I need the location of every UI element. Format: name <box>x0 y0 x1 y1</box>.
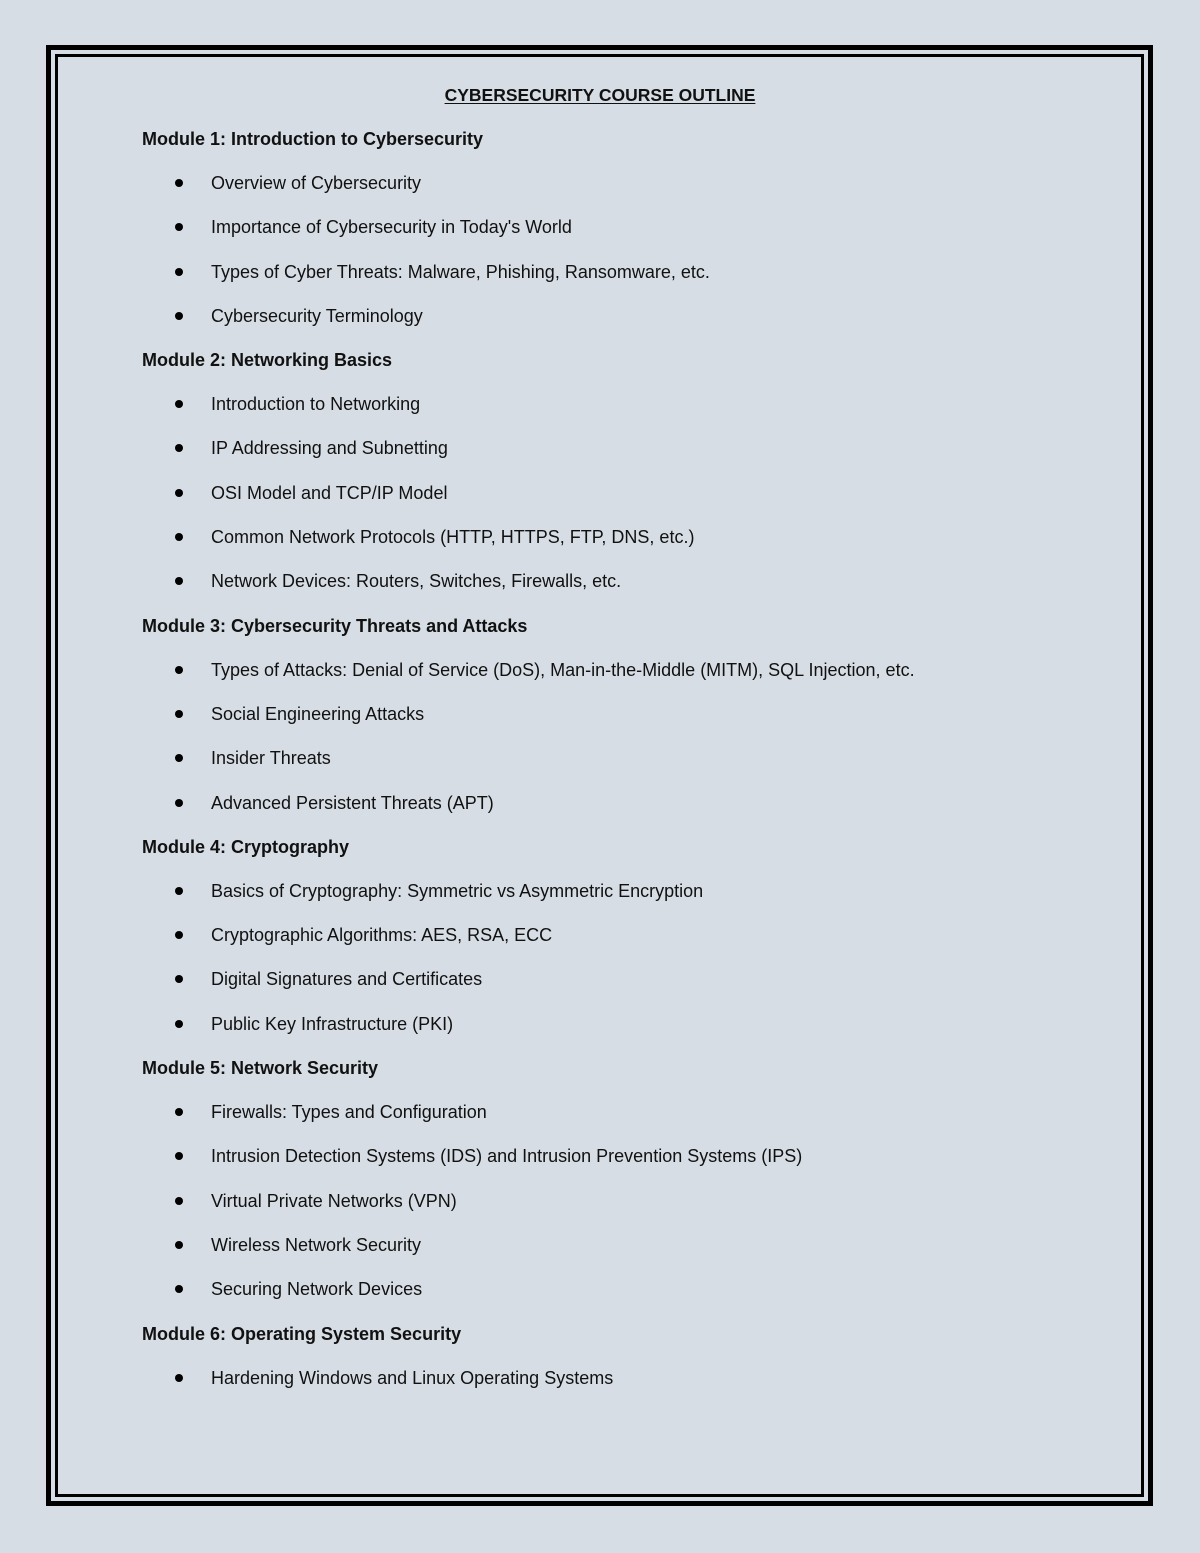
topic-text: IP Addressing and Subnetting <box>211 438 448 459</box>
list-item <box>142 657 1102 683</box>
bullet-icon <box>175 533 183 541</box>
list-item <box>142 745 1102 771</box>
module-5-heading: Module 5: Network Security <box>142 1058 379 1079</box>
list-item <box>142 303 1102 329</box>
topic-text: Hardening Windows and Linux Operating Systems <box>211 1367 614 1388</box>
list-item <box>142 1365 1102 1391</box>
topic-text: OSI Model and TCP/IP Model <box>211 482 448 503</box>
bullet-icon <box>175 666 183 674</box>
topic-text: Public Key Infrastructure (PKI) <box>211 1013 454 1034</box>
bullet-icon <box>175 1197 183 1205</box>
topic-text: Securing Network Devices <box>211 1279 423 1300</box>
bullet-icon <box>175 975 183 983</box>
bullet-icon <box>175 223 183 231</box>
topic-text: Social Engineering Attacks <box>211 703 425 724</box>
list-item <box>142 480 1102 506</box>
topic-text: Intrusion Detection Systems (IDS) and Intrusion Prevention Systems (IPS) <box>211 1146 803 1167</box>
module-2-topic-list <box>142 391 1102 594</box>
list-item <box>142 214 1102 240</box>
topic-text: Introduction to Networking <box>211 394 421 415</box>
module-3-heading: Module 3: Cybersecurity Threats and Attacks <box>142 615 528 636</box>
bullet-icon <box>175 1108 183 1116</box>
module-4-topic-list <box>142 878 1102 1037</box>
document-title: CYBERSECURITY COURSE OUTLINE <box>444 85 756 105</box>
topic-text: Overview of Cybersecurity <box>211 173 422 193</box>
bullet-icon <box>175 887 183 895</box>
topic-text: Types of Cyber Threats: Malware, Phishing, Ransomware, etc. <box>211 261 710 282</box>
bullet-icon <box>175 1374 183 1382</box>
bullet-icon <box>175 312 183 320</box>
bullet-icon <box>175 931 183 939</box>
list-item <box>142 966 1102 992</box>
list-item <box>142 878 1102 904</box>
list-item <box>142 1143 1102 1169</box>
topic-text: Common Network Protocols (HTTP, HTTPS, FTP, DNS, etc.) <box>211 527 695 548</box>
bullet-icon <box>175 710 183 718</box>
list-item <box>142 568 1102 594</box>
topic-text: Cryptographic Algorithms: AES, RSA, ECC <box>211 925 553 946</box>
list-item <box>142 1232 1102 1258</box>
module-1-heading: Module 1: Introduction to Cybersecurity <box>142 129 484 149</box>
topic-text: Network Devices: Routers, Switches, Firewalls, etc. <box>211 571 622 592</box>
module-6-heading: Module 6: Operating System Security <box>142 1323 462 1344</box>
bullet-icon <box>175 799 183 807</box>
bullet-icon <box>175 489 183 497</box>
list-item <box>142 1276 1102 1302</box>
topic-text: Digital Signatures and Certificates <box>211 969 483 990</box>
bullet-icon <box>175 268 183 276</box>
module-5-topic-list <box>142 1099 1102 1302</box>
list-item <box>142 1099 1102 1125</box>
topic-text: Types of Attacks: Denial of Service (DoS), Man-in-the-Middle (MITM), SQL Injection, etc. <box>211 659 915 680</box>
topic-text: Insider Threats <box>211 748 331 769</box>
bullet-icon <box>175 1285 183 1293</box>
topic-text: Basics of Cryptography: Symmetric vs Asymmetric Encryption <box>211 880 704 901</box>
topic-text: Firewalls: Types and Configuration <box>211 1102 487 1123</box>
topic-text: Advanced Persistent Threats (APT) <box>211 792 494 813</box>
module-4-heading: Module 4: Cryptography <box>142 836 350 857</box>
document-body <box>142 82 1102 1409</box>
topic-text: Importance of Cybersecurity in Today's World <box>211 217 572 238</box>
bullet-icon <box>175 577 183 585</box>
list-item <box>142 435 1102 461</box>
list-item <box>142 790 1102 816</box>
bullet-icon <box>175 1241 183 1249</box>
list-item <box>142 524 1102 550</box>
bullet-icon <box>175 179 183 187</box>
bullet-icon <box>175 400 183 408</box>
module-1-topic-list <box>142 170 1102 329</box>
module-6-topic-list <box>142 1365 1102 1391</box>
bullet-icon <box>175 1152 183 1160</box>
bullet-icon <box>175 1020 183 1028</box>
list-item <box>142 259 1102 285</box>
list-item <box>142 922 1102 948</box>
module-3-topic-list <box>142 657 1102 816</box>
bullet-icon <box>175 444 183 452</box>
module-2-heading: Module 2: Networking Basics <box>142 350 393 371</box>
list-item <box>142 1011 1102 1037</box>
topic-text: Virtual Private Networks (VPN) <box>211 1190 457 1211</box>
bullet-icon <box>175 754 183 762</box>
topic-text: Cybersecurity Terminology <box>211 305 423 326</box>
topic-text: Wireless Network Security <box>211 1234 422 1255</box>
list-item <box>142 170 1102 196</box>
list-item <box>142 391 1102 417</box>
list-item <box>142 701 1102 727</box>
list-item <box>142 1188 1102 1214</box>
